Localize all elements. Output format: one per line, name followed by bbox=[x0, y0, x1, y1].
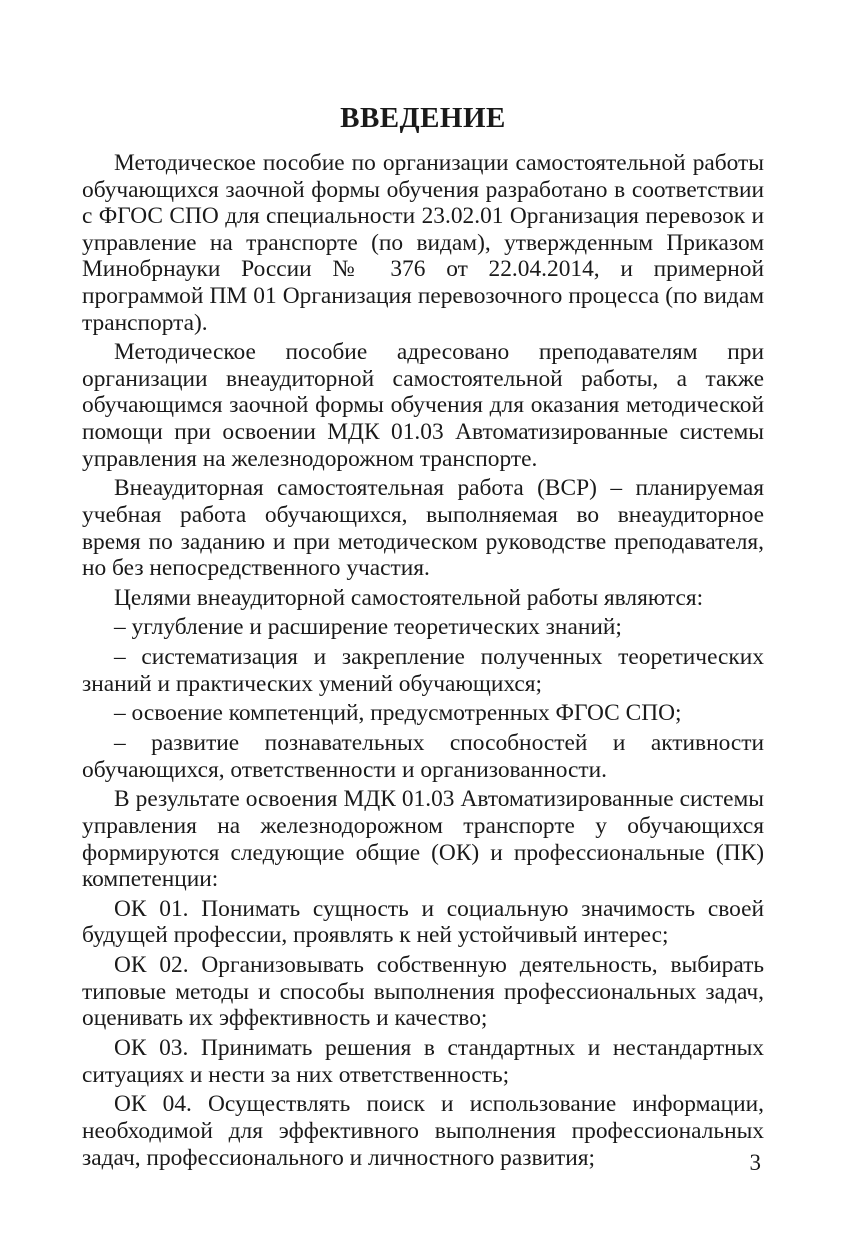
body-text bbox=[82, 150, 764, 1171]
competency-ok-04: ОК 04. Осуществлять поиск и использование информации, необходимой для эффективного выполнения профессиональных задач, профессионального и личностного развития; bbox=[82, 1091, 764, 1171]
paragraph-purpose: Методическое пособие по организации самостоятельной работы обучающихся заочной формы обучения разработано в соответствии с ФГОС СПО для специальности 23.02.01 Организация перевозок и управление на транспорте (по видам), утвержденным Приказом Минобрнауки России № 376 от 22.04.2014, и примерной программой ПМ 01 Организация перевозочного процесса (по видам транспорта). bbox=[82, 150, 764, 336]
competency-ok-01: ОК 01. Понимать сущность и социальную значимость своей будущей профессии, проявлять к ней устойчивый интерес; bbox=[82, 895, 764, 949]
paragraph-audience: Методическое пособие адресовано преподавателям при организации внеаудиторной самостоятельной работы, а также обучающимся заочной формы обучения для оказания методической помощи при освоении МДК 01.03 Автоматизированные системы управления на железнодорожном транспорте. bbox=[82, 339, 764, 472]
list-item-goal-4: – развитие познавательных способностей и активности обучающихся, ответственности и организованности. bbox=[82, 730, 764, 783]
competency-ok-02: ОК 02. Организовывать собственную деятельность, выбирать типовые методы и способы выполнения профессиональных задач, оценивать их эффективность и качество; bbox=[82, 952, 764, 1032]
list-item-goal-2: – систематизация и закрепление полученных теоретических знаний и практических умений обучающихся; bbox=[82, 644, 764, 697]
paragraph-competencies-intro: В результате освоения МДК 01.03 Автоматизированные системы управления на железнодорожном транспорте у обучающихся формируются следующие общие (ОК) и профессиональные (ПК) компетенции: bbox=[82, 786, 764, 893]
list-item-goal-3: – освоение компетенций, предусмотренных ФГОС СПО; bbox=[114, 700, 682, 727]
page-content bbox=[82, 98, 764, 1174]
list-item-goal-1: – углубление и расширение теоретических знаний; bbox=[114, 614, 622, 641]
page-number: 3 bbox=[749, 1150, 761, 1175]
paragraph-goals-intro: Целями внеаудиторной самостоятельной работы являются: bbox=[114, 584, 704, 611]
page-heading: ВВЕДЕНИЕ bbox=[340, 102, 506, 134]
paragraph-vsr-definition: Внеаудиторная самостоятельная работа (ВСР) – планируемая учебная работа обучающихся, выполняемая во внеаудиторное время по заданию и при методическом руководстве преподавателя, но без непосредственного участия. bbox=[82, 475, 764, 582]
competency-ok-03: ОК 03. Принимать решения в стандартных и нестандартных ситуациях и нести за них ответственность; bbox=[82, 1035, 764, 1088]
